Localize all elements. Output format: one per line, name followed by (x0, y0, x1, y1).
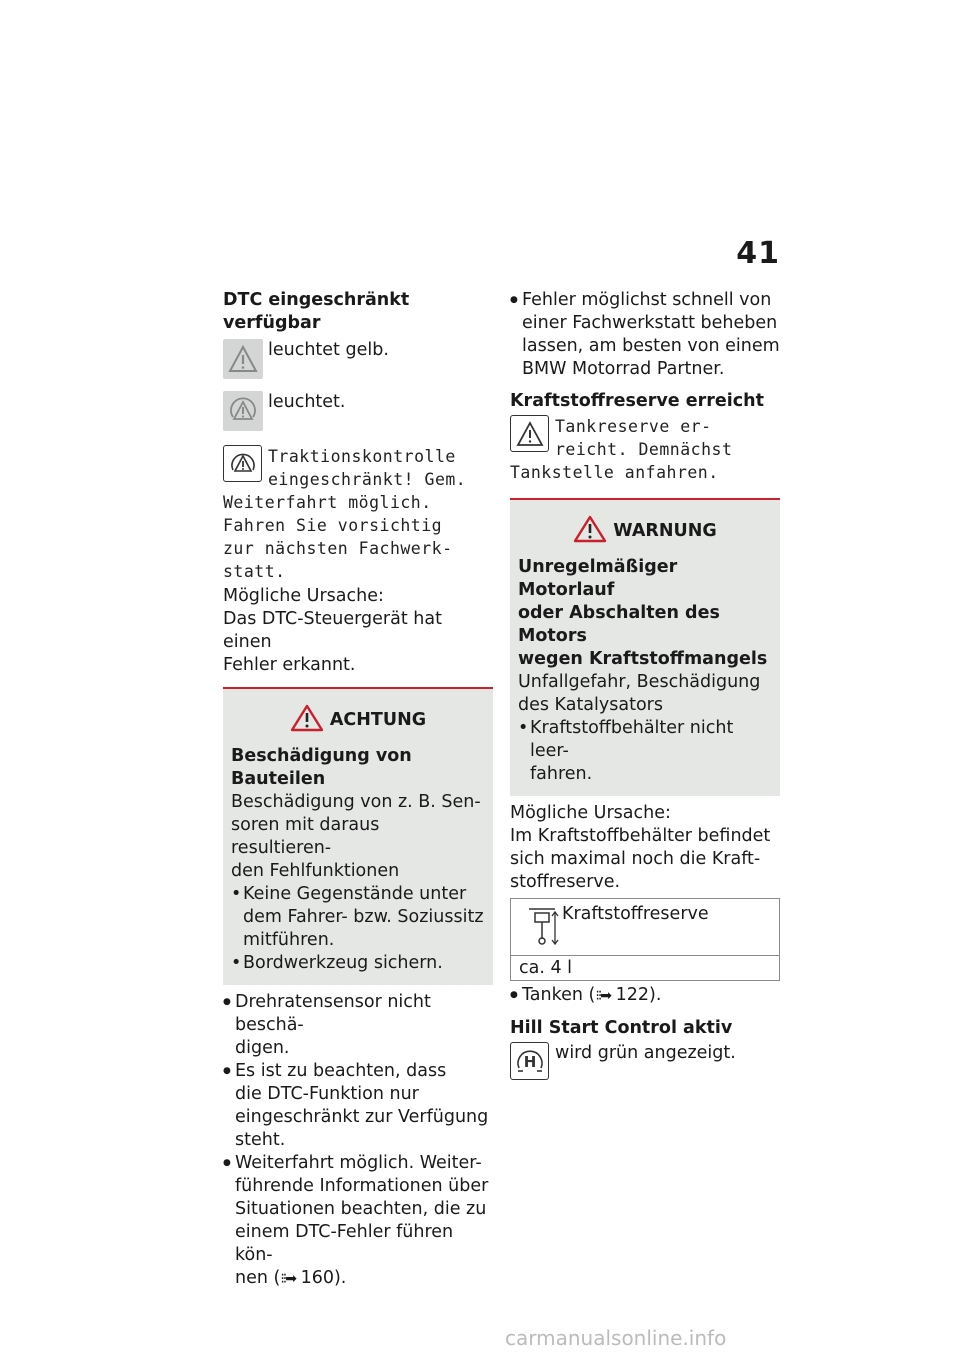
bullet3-line2: führende Informationen über (235, 1176, 489, 1196)
dtc-display-line1: Traktionskontrolle (268, 447, 456, 466)
table-row (511, 899, 779, 956)
warning-triangle-circle-icon (223, 391, 263, 431)
bullet3-line4: einem DTC-Fehler führen kön- (235, 1222, 454, 1265)
warnung-body-line2: des Katalysators (518, 695, 663, 715)
achtung-item1-line1: • Keine Gegenstände unter (243, 884, 467, 904)
achtung-title: ACHTUNG (329, 710, 427, 730)
cause-label: Mögliche Ursache: (223, 586, 384, 606)
tanken-bullet (510, 984, 780, 1008)
list-item (510, 289, 780, 381)
dtc-yellow-text: leuchtet gelb. (268, 340, 389, 360)
fuel-display-line1: Tankreserve er- (555, 417, 712, 436)
achtung-subtitle: Beschädigung von Bauteilen (231, 746, 412, 789)
warnung-title: WARNUNG (613, 521, 717, 541)
fuel-cause-line1: Im Kraftstoffbehälter befindet (510, 826, 771, 846)
dtc-bullets (223, 991, 493, 1291)
hill-start-h-icon (510, 1042, 549, 1080)
fuel-display-line3: Tankstelle anfahren. (510, 463, 719, 482)
achtung-header (231, 703, 485, 737)
warnung-item1-line1: • Kraftstoffbehälter nicht leer- (530, 718, 734, 761)
fuel-cause-label: Mögliche Ursache: (510, 803, 671, 823)
page-reference-link[interactable]: 160 (300, 1268, 334, 1288)
hill-start-text: wird grün angezeigt. (555, 1043, 736, 1063)
warnung-list (518, 717, 772, 786)
tanken-pre: Tanken ( (522, 985, 596, 1005)
warning-triangle-icon (223, 339, 263, 379)
page-number: 41 (736, 236, 780, 271)
fuel-cause-line2: sich maximal noch die Kraft- (510, 849, 761, 869)
list-item (510, 984, 780, 1008)
bullet0-line4: BMW Motorrad Partner. (522, 359, 725, 379)
dtc-lit-text: leuchtet. (268, 392, 346, 412)
warning-triangle-display-icon (223, 445, 262, 482)
page-reference-link[interactable]: 122 (615, 985, 649, 1005)
dtc-display-line6: statt. (223, 562, 286, 581)
warnung-subtitle-line3: wegen Kraftstoffmangels (518, 649, 768, 669)
fuel-heading: Kraftstoffreserve erreicht (510, 391, 764, 411)
bullet3-line5 (235, 1267, 493, 1291)
fuel-display-row (510, 415, 780, 461)
achtung-item1-line3: mitführen. (243, 930, 335, 950)
list-item (223, 1152, 493, 1291)
list-item (518, 717, 772, 786)
fuel-warning-icon (510, 415, 549, 452)
list-item (231, 952, 485, 975)
bullet3-post: ). (333, 1268, 347, 1288)
list-item (223, 1060, 493, 1152)
bullet1-line2: digen. (235, 1038, 290, 1058)
bullet0-line3: lassen, am besten von einem (522, 336, 780, 356)
dtc-yellow-row (223, 339, 493, 379)
list-item (231, 883, 485, 952)
achtung-item1-line2: dem Fahrer- bzw. Soziussitz (243, 907, 484, 927)
warnung-body-line1: Unfallgefahr, Beschädigung (518, 672, 761, 692)
fuel-reserve-table (510, 898, 780, 981)
dtc-lit-row (223, 391, 493, 431)
fuel-cause-line3: stoffreserve. (510, 872, 621, 892)
cause-line1: Das DTC-Steuergerät hat einen (223, 609, 442, 652)
achtung-body-line3: den Fehlfunktionen (231, 861, 400, 881)
fuel-gauge-icon (525, 905, 559, 951)
caution-triangle-icon (573, 515, 607, 548)
page-reference-arrow-icon: ⁝⁝➡ (595, 988, 611, 1004)
achtung-panel (223, 687, 493, 985)
bullet3-line1: ● Weiterfahrt möglich. Weiter- (235, 1153, 482, 1173)
warnung-subtitle-line1: Unregelmäßiger Motorlauf (518, 557, 678, 600)
dtc-display-line3: Weiterfahrt möglich. (223, 493, 432, 512)
dtc-display-line4: Fahren Sie vorsichtig (223, 516, 443, 535)
achtung-list (231, 883, 485, 975)
svg-text:H: H (523, 1053, 536, 1071)
bullet0-line2: einer Fachwerkstatt beheben (522, 313, 778, 333)
watermark: carmanualsonline.info (505, 1326, 727, 1350)
tanken-post: ). (649, 985, 662, 1005)
bullet2-line3: eingeschränkt zur Verfügung (235, 1107, 489, 1127)
warnung-item1-line2: fahren. (530, 764, 593, 784)
partner-bullet (510, 289, 780, 381)
bullet2-line4: steht. (235, 1130, 286, 1150)
dtc-display-line5: zur nächsten Fachwerk- (223, 539, 453, 558)
warnung-panel (510, 498, 780, 796)
list-item (223, 991, 493, 1060)
dtc-heading: DTC eingeschränkt verfügbar (223, 290, 410, 333)
bullet2-line1: ● Es ist zu beachten, dass (235, 1061, 447, 1081)
hill-start-heading: Hill Start Control aktiv (510, 1018, 733, 1038)
achtung-item2: Bordwerkzeug sichern. (243, 953, 443, 973)
bullet0-line1: ● Fehler möglichst schnell von (522, 290, 772, 310)
achtung-body-line1: Beschädigung von z. B. Sen- (231, 792, 481, 812)
bullet3-line3: Situationen beachten, die zu (235, 1199, 487, 1219)
bullet1-line1: ● Drehratensensor nicht beschä- (235, 992, 431, 1035)
bullet2-line2: die DTC-Funktion nur (235, 1084, 419, 1104)
fuel-reserve-value: ca. 4 l (519, 958, 573, 978)
warnung-header (518, 514, 772, 548)
fuel-reserve-label: Kraftstoffreserve (562, 904, 709, 924)
dtc-display-row (223, 445, 493, 491)
cause-line2: Fehler erkannt. (223, 655, 356, 675)
bullet3-pre: nen ( (235, 1268, 281, 1288)
right-column (510, 289, 780, 1082)
dtc-display-line2: eingeschränkt! Gem. (268, 470, 467, 489)
fuel-display-line2: reicht. Demnächst (555, 440, 733, 459)
page-reference-arrow-icon: ⁝⁝➡ (280, 1271, 295, 1287)
caution-triangle-icon (290, 704, 324, 737)
warnung-subtitle-line2: oder Abschalten des Motors (518, 603, 720, 646)
achtung-body-line2: soren mit daraus resultieren- (231, 815, 380, 858)
hill-start-row (510, 1042, 780, 1082)
left-column (223, 289, 493, 1291)
